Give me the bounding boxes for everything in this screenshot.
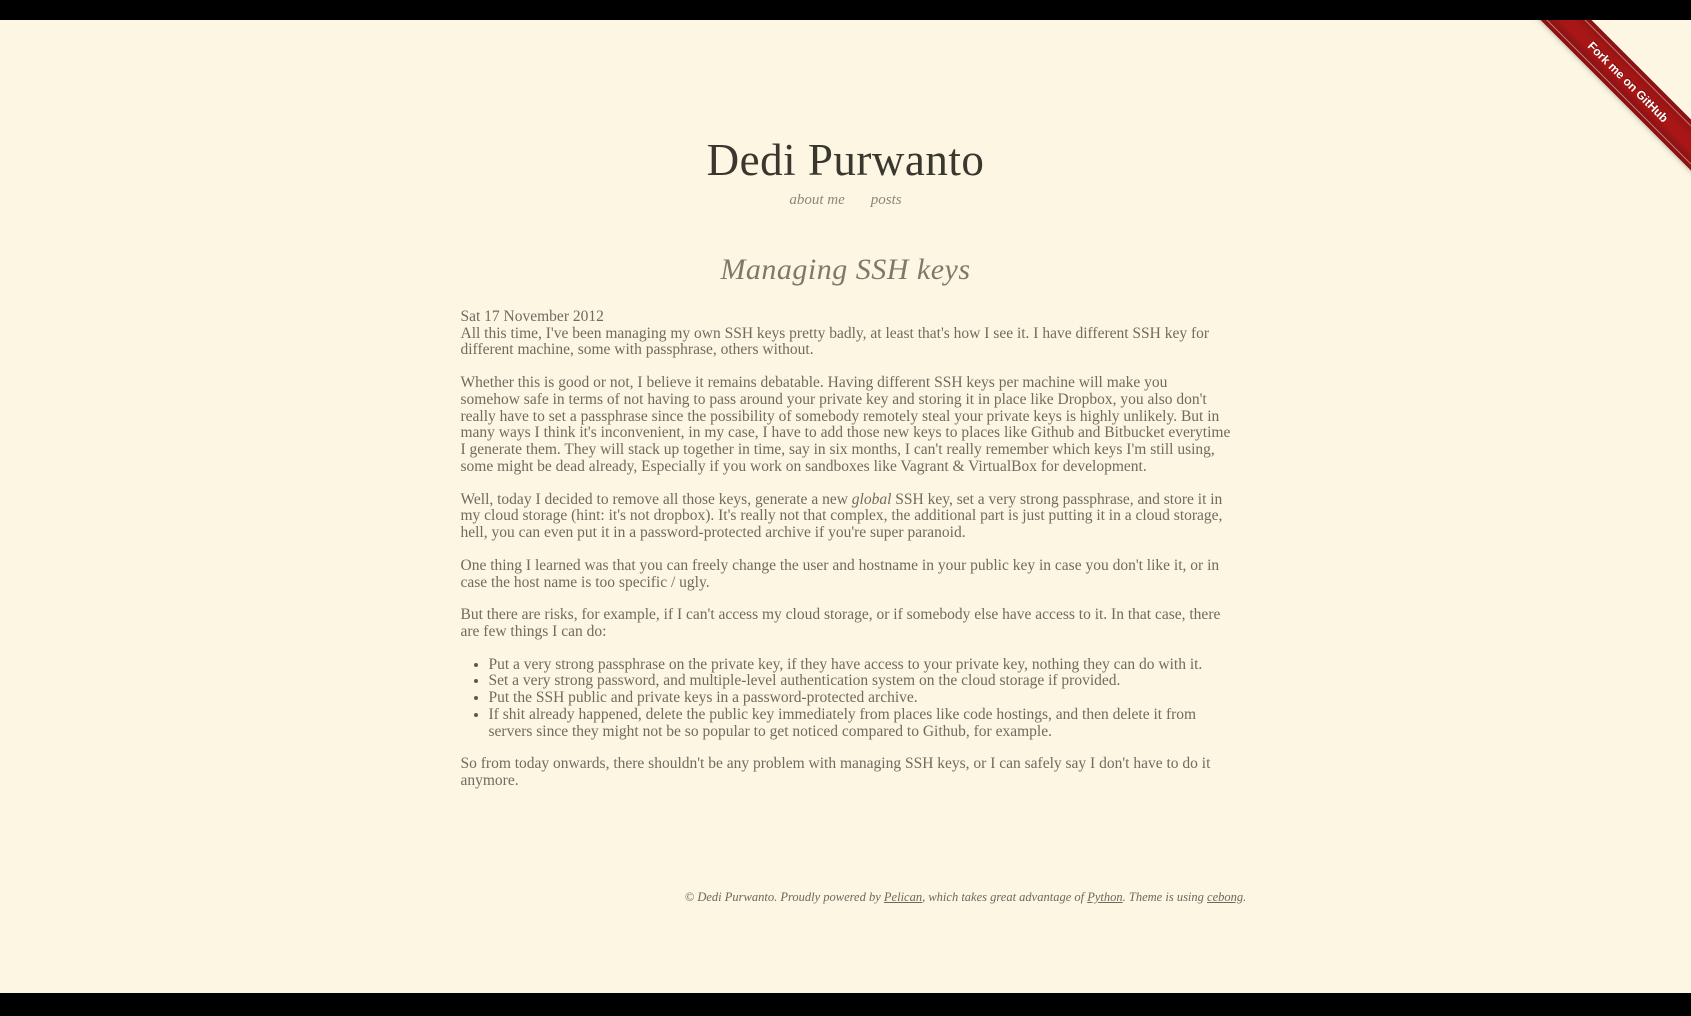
python-link[interactable]: Python	[1087, 889, 1123, 904]
list-item: • If shit already happened, delete the public key immediately from places like code hostings, and then delete it from servers since they might not be so popular to get noticed compared to Github, for example.	[489, 707, 1231, 740]
nav-link-posts[interactable]: posts	[870, 192, 902, 208]
site-title: Dedi Purwanto	[706, 135, 985, 185]
list-item: • Set a very strong password, and multiple-level authentication system on the cloud storage if provided.	[489, 673, 1231, 690]
article-paragraph: Whether this is good or not, I believe it remains debatable. Having different SSH keys per machine will make you somehow safe in terms of not having to pass around your private key and storing it in place like Dropbox, you also don't really have to set a passphrase since the possibility of somebody remotely steal your private keys is highly unlikely. But in many ways I think it's inconvenient, in my case, I have to add those new keys to places like Github and Bitbucket everytime I generate them. They will stack up together in time, say in six months, I can't really remember which keys I'm still using, some might be dead already, Especially if you work on sandboxes like Vagrant & VirtualBox for development.	[460, 374, 1231, 475]
article-paragraph: All this time, I've been managing my own SSH keys pretty badly, at least that's how I see it. I have different SSH key for different machine, some with passphrase, others without.	[460, 324, 1210, 359]
fork-me-on-github-ribbon[interactable]: Fork me on GitHub	[1530, 20, 1691, 180]
site-footer	[581, 890, 1351, 905]
github-ribbon-container	[1519, 20, 1691, 192]
article-paragraph: So from today onwards, there shouldn't be any problem with managing SSH keys, or I can safely say I don't have to do it anymore.	[460, 755, 1211, 790]
article-paragraph: One thing I learned was that you can freely change the user and hostname in your public key in case you don't like it, or in case the host name is too specific / ugly.	[460, 556, 1220, 591]
site-nav	[0, 191, 1691, 209]
footer-text: , which takes great advantage of	[922, 889, 1088, 904]
site-header	[0, 20, 1691, 209]
top-letterbox-bar	[0, 0, 1691, 20]
article-paragraph	[461, 492, 1231, 542]
footer-text: . Theme is using	[1122, 889, 1208, 904]
risk-mitigation-list	[461, 657, 1231, 741]
bottom-letterbox-bar	[0, 993, 1691, 1016]
paragraph-text: SSH key, set a very strong passphrase, and store it in my cloud storage (hint: it's not dropbox). It's really not that complex, the additional part is just putting it in a cloud storage, hell, you can even put it in a password-protected archive if you're super paranoid.	[460, 490, 1223, 542]
paragraph-text: Well, today I decided to remove all those keys, generate a new	[460, 490, 852, 508]
footer-text: .	[1243, 889, 1247, 904]
list-item: • Put the SSH public and private keys in a password-protected archive.	[489, 690, 1231, 707]
emphasized-word: global	[851, 490, 892, 508]
list-item: • Put a very strong passphrase on the private key, if they have access to your private key, nothing they can do with it.	[489, 657, 1231, 674]
article-paragraph: But there are risks, for example, if I can't access my cloud storage, or if somebody else have access to it. In that case, there are few things I can do:	[460, 606, 1221, 641]
article-content	[461, 309, 1231, 790]
pelican-link[interactable]: Pelican	[883, 889, 923, 904]
article-title: Managing SSH keys	[720, 253, 971, 286]
page-body	[0, 20, 1691, 993]
cebong-theme-link[interactable]: cebong	[1207, 889, 1244, 904]
footer-text: © Dedi Purwanto. Proudly powered by	[684, 889, 884, 904]
article-date: Sat 17 November 2012	[460, 308, 604, 325]
nav-link-about-me[interactable]: about me	[789, 192, 845, 208]
